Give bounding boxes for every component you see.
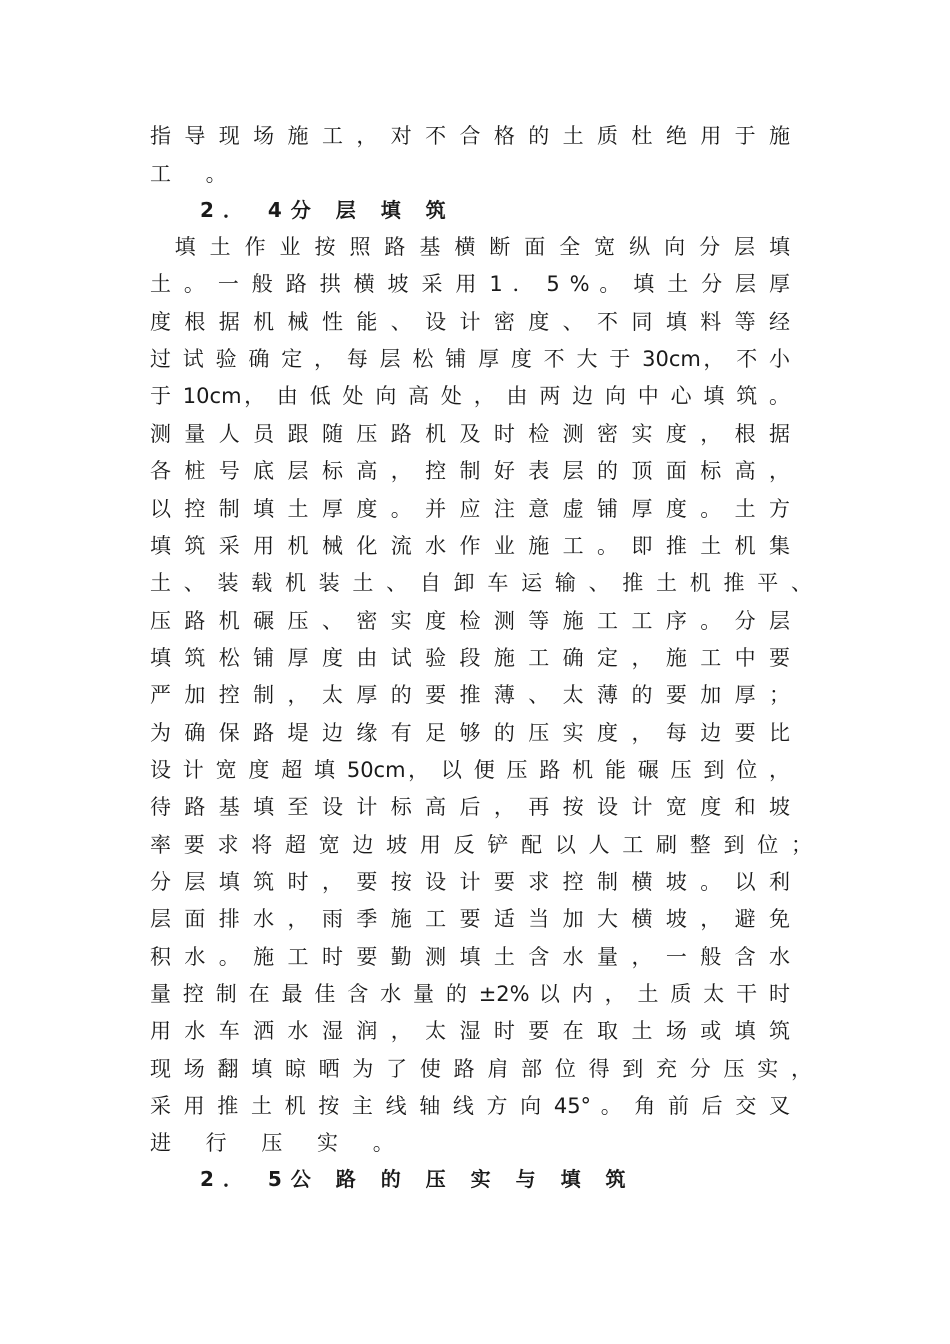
text-line: 填 土 作 业 按 照 路 基 横 断 面 全 宽 纵 向 分 层 填 [150,235,790,259]
text-line: 分 层 填 筑 时 ， 要 按 设 计 要 求 控 制 横 坡 。 以 利 [150,870,790,894]
text-line: 率 要 求 将 超 宽 边 坡 用 反 铲 配 以 人 工 刷 整 到 位 ； [150,833,812,857]
text-line: 土 、 装 载 机 装 土 、 自 卸 车 运 输 、 推 土 机 推 平 、 [150,571,812,595]
section-heading: 2． 5公 路 的 压 实 与 填 筑 [200,1167,635,1191]
text-line: 于 10cm， 由 低 处 向 高 处 ， 由 两 边 向 中 心 填 筑 。 [150,384,790,408]
text-line: 为 确 保 路 堤 边 缘 有 足 够 的 压 实 度 ， 每 边 要 比 [150,721,790,745]
text-line: 测 量 人 员 跟 随 压 路 机 及 时 检 测 密 实 度 ， 根 据 [150,422,790,446]
text-line: 工 。 [150,162,241,186]
section-heading: 2． 4分 层 填 筑 [200,198,455,222]
text-line: 积 水 。 施 工 时 要 勤 测 填 土 含 水 量 ， 一 般 含 水 [150,945,790,969]
text-line: 严 加 控 制 ， 太 厚 的 要 推 薄 、 太 薄 的 要 加 厚 ； [150,683,790,707]
text-line: 度 根 据 机 械 性 能 、 设 计 密 度 、 不 同 填 料 等 经 [150,310,790,334]
text-line: 土 。 一 般 路 拱 横 坡 采 用 1 ． 5 % 。 填 土 分 层 厚 [150,272,790,296]
text-line: 以 控 制 填 土 厚 度 。 并 应 注 意 虚 铺 厚 度 。 土 方 [150,497,790,521]
text-line: 采 用 推 土 机 按 主 线 轴 线 方 向 45° 。 角 前 后 交 叉 [150,1094,790,1118]
text-line: 压 路 机 碾 压 、 密 实 度 检 测 等 施 工 工 序 。 分 层 [150,609,790,633]
text-line: 填 筑 松 铺 厚 度 由 试 验 段 施 工 确 定 ， 施 工 中 要 [150,646,790,670]
text-line: 现 场 翻 填 晾 晒 为 了 使 路 肩 部 位 得 到 充 分 压 实 ， [150,1057,812,1081]
text-line: 过 试 验 确 定 ， 每 层 松 铺 厚 度 不 大 于 30cm， 不 小 [150,347,790,371]
text-line: 进 行 压 实 。 [150,1131,408,1155]
text-line: 待 路 基 填 至 设 计 标 高 后 ， 再 按 设 计 宽 度 和 坡 [150,795,790,819]
text-line: 各 桩 号 底 层 标 高 ， 控 制 好 表 层 的 顶 面 标 高 ， [150,459,790,483]
text-line: 设 计 宽 度 超 填 50cm， 以 便 压 路 机 能 碾 压 到 位 ， [150,758,790,782]
text-line: 量 控 制 在 最 佳 含 水 量 的 ±2% 以 内 ， 土 质 太 干 时 [150,982,790,1006]
text-line: 指 导 现 场 施 工 ， 对 不 合 格 的 土 质 杜 绝 用 于 施 [150,124,790,148]
text-line: 用 水 车 洒 水 湿 润 ， 太 湿 时 要 在 取 土 场 或 填 筑 [150,1019,790,1043]
text-line: 层 面 排 水 ， 雨 季 施 工 要 适 当 加 大 横 坡 ， 避 免 [150,907,790,931]
text-line: 填 筑 采 用 机 械 化 流 水 作 业 施 工 。 即 推 土 机 集 [150,534,790,558]
